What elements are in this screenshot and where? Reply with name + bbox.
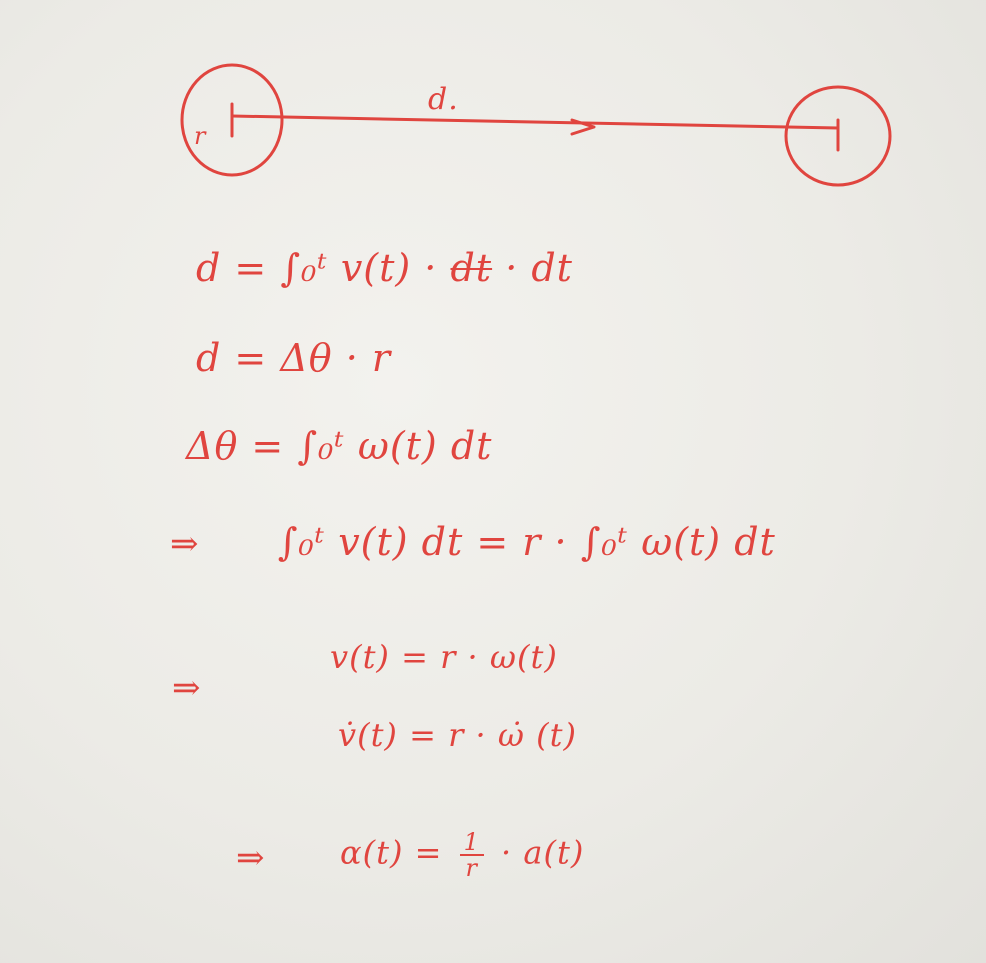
eq4-middle: = r ·	[476, 520, 568, 564]
equation-angular-acceleration	[340, 830, 584, 880]
eq4-left-body: v(t) dt	[338, 520, 464, 564]
equation-velocity	[330, 638, 558, 676]
eq4-right-body: ω(t) dt	[641, 520, 776, 564]
eq1-struck-term: dt	[450, 246, 493, 290]
eq6-frac-denominator: r	[465, 854, 478, 882]
eq5-line2: v̇(t) = r · ω̇ (t)	[338, 716, 577, 754]
eq1-lhs: d =	[196, 246, 268, 290]
eq4-right-integral: ∫₀ᵗ	[580, 520, 629, 564]
eq6-fraction	[460, 830, 484, 880]
equation-integral-equality	[170, 520, 776, 564]
implies-arrow-1: ⇒	[170, 524, 200, 564]
equation-angle-integral	[186, 424, 492, 468]
implies-arrow-2: ⇒	[172, 668, 202, 708]
eq1-tail: · dt	[505, 246, 573, 290]
eq3-body: ω(t) dt	[357, 424, 493, 468]
eq1-integral: ∫₀ᵗ	[280, 246, 328, 290]
equation-arc-length	[196, 336, 391, 380]
radius-label: r	[194, 122, 207, 150]
eq3-lhs: Δθ =	[186, 424, 285, 468]
implies-arrow-3: ⇒	[236, 838, 266, 878]
eq6-rhs: · a(t)	[501, 833, 585, 872]
eq6-frac-numerator: 1	[460, 830, 484, 856]
eq6-lhs: α(t) =	[340, 833, 443, 872]
eq4-left-integral: ∫₀ᵗ	[277, 520, 326, 564]
distance-label: d.	[428, 82, 459, 117]
eq5-line1: v(t) = r · ω(t)	[330, 638, 558, 676]
equation-acceleration	[338, 716, 577, 754]
equation-distance-integral	[196, 246, 573, 290]
distance-line	[232, 116, 838, 128]
eq1-body: v(t) ·	[340, 246, 438, 290]
eq3-integral: ∫₀ᵗ	[297, 424, 345, 468]
eq2-text: d = Δθ · r	[196, 336, 392, 380]
